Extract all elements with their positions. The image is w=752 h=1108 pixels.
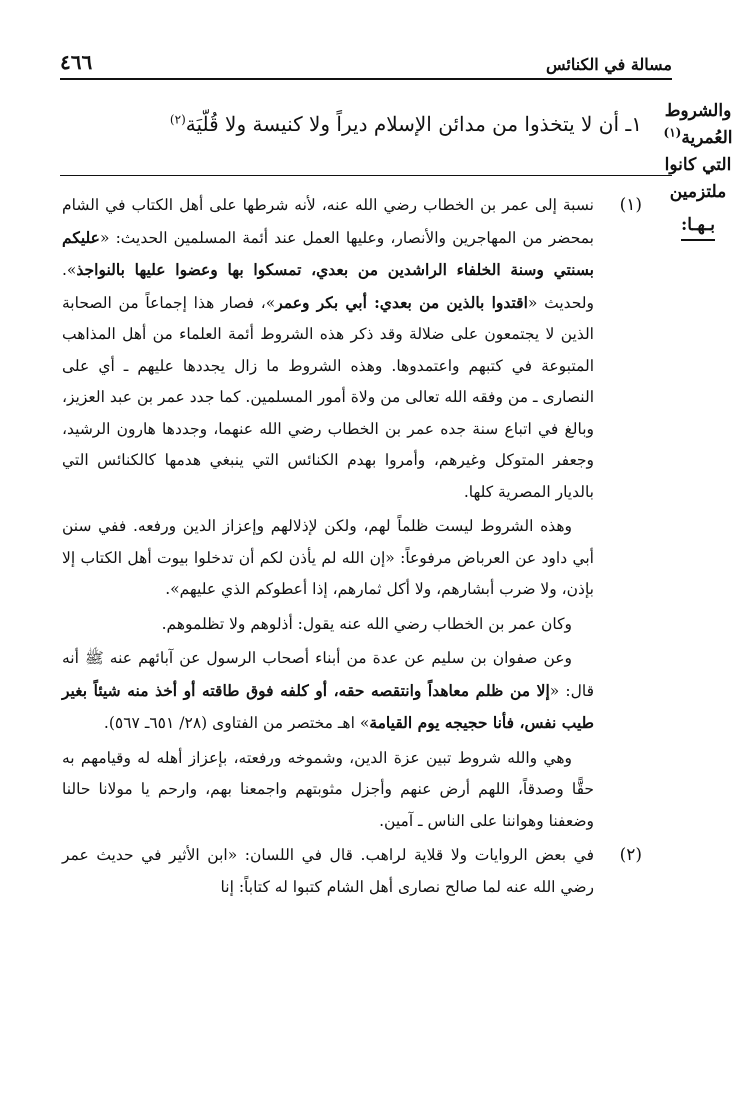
footnote-1-para-2: وهذه الشروط ليست ظلماً لهم، ولكن لإذلالهم وإعزاز الدين ورفعه. ففي سنن أبي داود عن العرباض مرفوعاً: «إن الله لم يأذن لكم أن تدخلوا بيوت أهل الكتاب إلا بإذن، ولا ضرب أبشارهم، ولا أكل ثمارهم، إذا أعطوكم الذي عليهم». xyxy=(62,517,594,598)
footnote-1-para-1 xyxy=(62,190,594,508)
margin-title-line-1: والشروط xyxy=(664,101,732,121)
footnote-1 xyxy=(62,190,642,837)
margin-title-line-3: التي كانوا xyxy=(664,155,732,175)
margin-title-line-2 xyxy=(652,125,744,152)
rule-1-note-ref: (٢) xyxy=(169,112,186,127)
fn1-p4-text-b: » اهـ مختصر من الفتاوى (٢٨/ ٦٥١ـ ٥٦٧). xyxy=(103,714,370,732)
margin-title-word: العُمرية xyxy=(681,128,733,148)
running-title: مسالة في الكنائس xyxy=(545,55,672,74)
fn1-hadith-3: إلا من ظلم معاهداً وانتقصه حقه، أو كلفه فوق طاقته أو أخذ منه شيئاً بغير طيب نفس، فأنا حجيجه يوم القيامة xyxy=(62,680,594,732)
footnote-1-number: (١) xyxy=(619,195,642,215)
margin-title-line-4: ملتزمين xyxy=(669,182,727,202)
footnote-divider xyxy=(60,175,672,176)
page-header xyxy=(60,44,672,80)
fn1-p4-text-a: وعن صفوان بن سليم عن عدة من أبناء أصحاب الرسول عن آبائهم عنه ﷺ أنه قال: « xyxy=(62,649,594,700)
fn1-text-c: »، فصار هذا إجماعاً من الصحابة الذين لا يجتمعون على ضلالة وقد ذكر هذه الشروط أئمة العلماء من أهل المذاهب المتبوعة في كتبهم واعتمدوها. وهذه الشروط ما زال يجددها عليهم ـ أي على النصارى ـ من وفقه الله تعالى من ولاة أمور المسلمين. كما جدد عمر بن عبد العزيز، وبالغ في اتباع سنة جده عمر بن الخطاب رضي الله عنهما، وجددها هارون الرشيد، وجعفر المتوكل وغيرهم، وأمروا بهدم الكنائس التي ينبغي هدمها كالكنائس التي بالديار المصرية كلها. xyxy=(62,293,594,501)
footnote-1-para-5: وهي والله شروط تبين عزة الدين، وشموخه ورفعته، بإعزاز أهله له وقيامهم به حقًّا وصدقاً، اللهم أرض عنهم وأجزل مثوبتهم واجمعنا بهم، وارحم يا مولانا حالنا وضعفنا وهواننا على الناس ـ آمين. xyxy=(62,748,594,830)
footnote-1-para-4 xyxy=(62,643,594,740)
fn1-hadith-2: اقتدوا بالذين من بعدي: أبي بكر وعمر xyxy=(275,292,528,312)
footnotes xyxy=(62,190,642,903)
footnote-2 xyxy=(62,840,642,903)
footnote-2-number: (٢) xyxy=(619,845,642,865)
fn1-text-b: ». ولحديث « xyxy=(62,261,595,312)
margin-title-line-5: بـهـا: xyxy=(681,212,715,241)
fn1-hadith-1: عليكم بسنتي وسنة الخلفاء الراشدين من بعدي، تمسكوا بها وعضوا عليها بالنواجذ xyxy=(62,227,594,279)
page-number: ٤٦٦ xyxy=(60,50,93,74)
rule-1-text: ١ـ أن لا يتخذوا من مدائن الإسلام ديراً ولا كنيسة ولا قُلّيَة xyxy=(185,112,642,136)
fn1-text-a: نسبة إلى عمر بن الخطاب رضي الله عنه، لأنه شرطها على أهل الكتاب في الشام بمحضر من المهاجرين والأنصار، وعليها العمل عند أئمة المسلمين الحديث: « xyxy=(62,196,594,247)
footnote-2-text: في بعض الروايات ولا قلاية لراهب. قال في اللسان: «ابن الأثير في حديث عمر رضي الله عنه لما صالح نصارى أهل الشام كتبوا له كتاباً: إنا xyxy=(62,846,594,896)
footnote-1-para-3: وكان عمر بن الخطاب رضي الله عنه يقول: أذلوهم ولا تظلموهم. xyxy=(161,614,572,633)
rule-1 xyxy=(62,104,642,144)
margin-title-note-ref: (١) xyxy=(663,125,682,140)
margin-title xyxy=(652,98,744,241)
